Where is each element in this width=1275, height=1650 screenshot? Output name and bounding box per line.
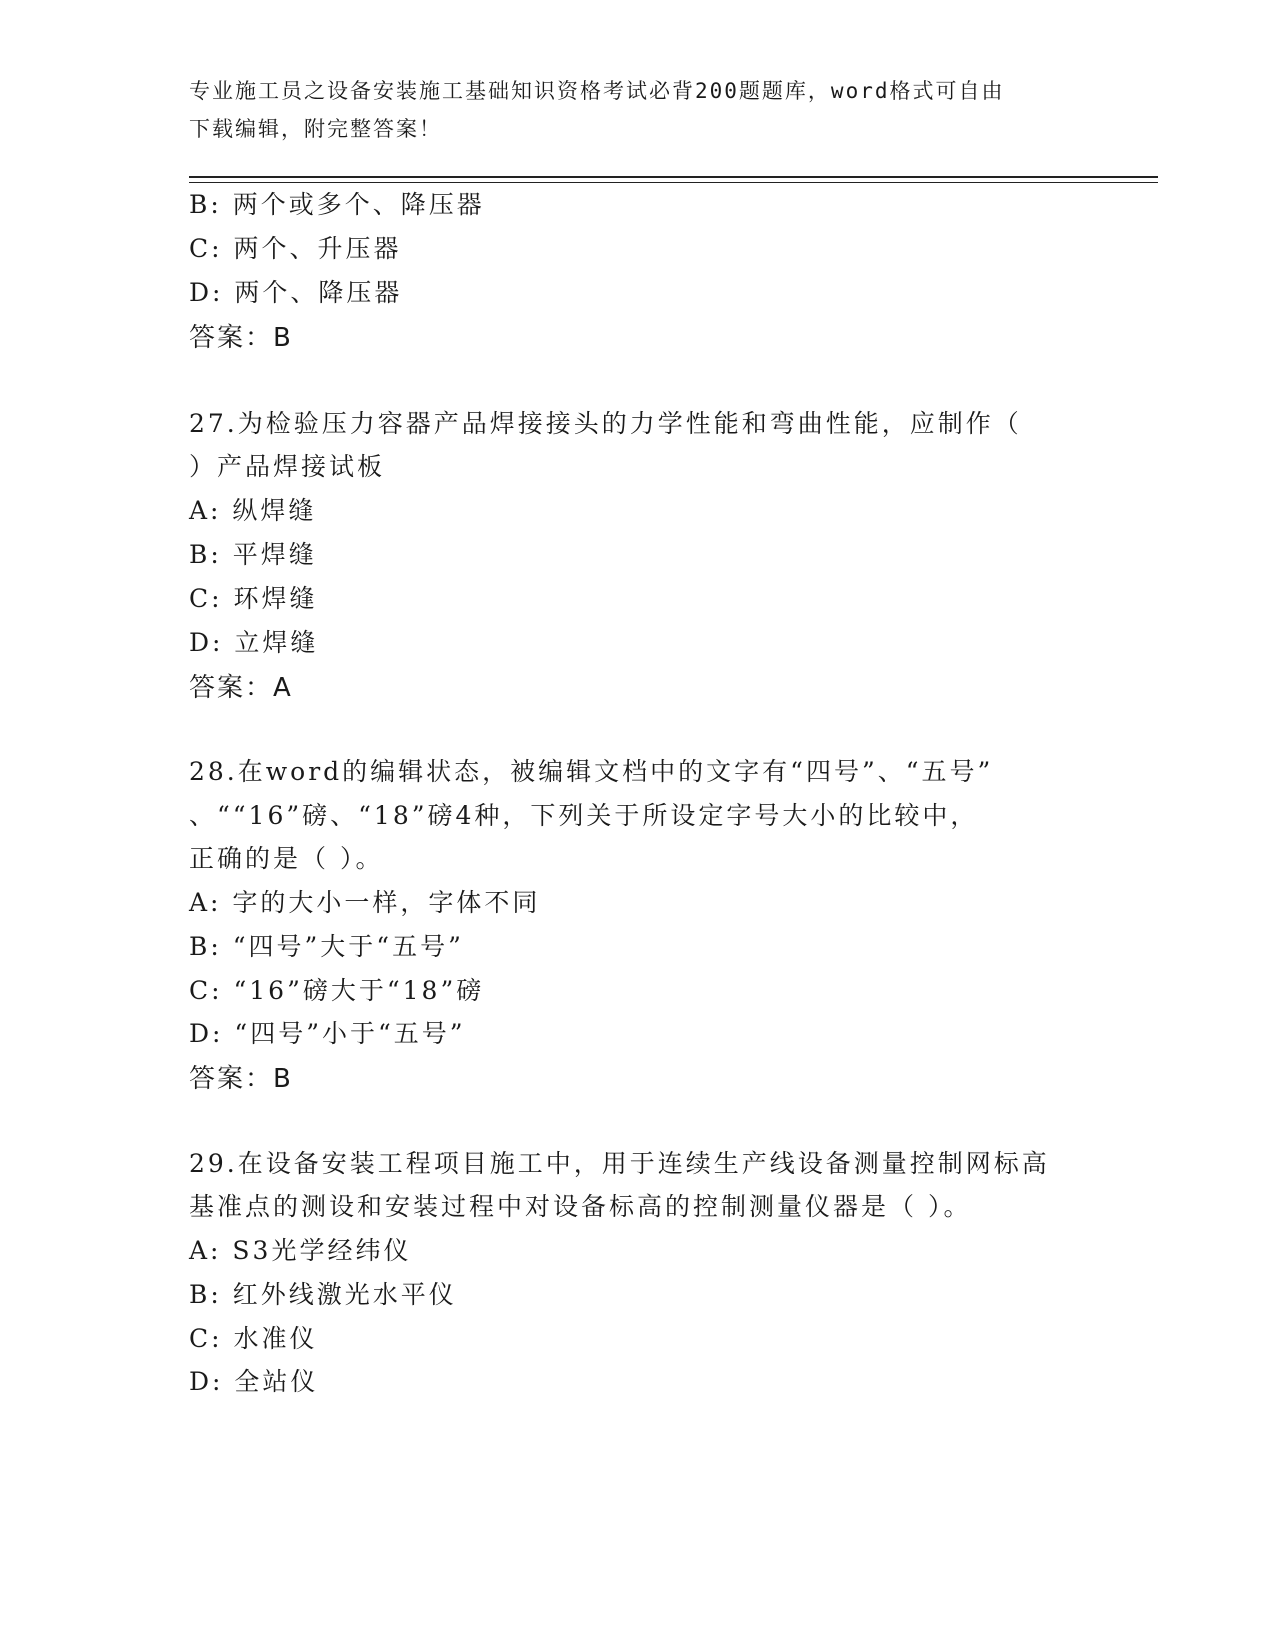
q27-option-b: B: 平焊缝 bbox=[189, 540, 317, 569]
q28-option-c: C: “16”磅大于“18”磅 bbox=[189, 976, 485, 1005]
q28-option-b: B: “四号”大于“五号” bbox=[189, 932, 464, 961]
q28-stem-line-3: 正确的是（ ）。 bbox=[189, 844, 384, 873]
q27-answer: 答案：A bbox=[189, 673, 293, 703]
q29-option-c: C: 水准仪 bbox=[189, 1324, 318, 1353]
q27-stem-line-2: ）产品焊接试板 bbox=[189, 452, 386, 481]
q29-stem-line-1: 29.在设备安装工程项目施工中，用于连续生产线设备测量控制网标高 bbox=[189, 1149, 1050, 1178]
q26-option-b: B: 两个或多个、降压器 bbox=[189, 190, 485, 219]
header-line-1: 专业施工员之设备安装施工基础知识资格考试必背200题题库，word格式可自由 bbox=[189, 79, 1005, 103]
header-divider-thick bbox=[189, 176, 1158, 178]
header-divider-thin bbox=[189, 182, 1158, 183]
q28-answer: 答案：B bbox=[189, 1064, 293, 1094]
q27-option-c: C: 环焊缝 bbox=[189, 584, 318, 613]
q28-option-d: D: “四号”小于“五号” bbox=[189, 1019, 466, 1048]
q29-option-a: A: S3光学经纬仪 bbox=[189, 1236, 412, 1265]
document-header bbox=[189, 72, 1069, 148]
q29-option-d: D: 全站仪 bbox=[189, 1367, 319, 1396]
q29-stem-line-2: 基准点的测设和安装过程中对设备标高的控制测量仪器是（ ）。 bbox=[189, 1192, 972, 1221]
q27-option-d: D: 立焊缝 bbox=[189, 628, 319, 657]
q26-answer: 答案：B bbox=[189, 323, 293, 353]
q28-stem-line-2: 、““16”磅、“18”磅4种，下列关于所设定字号大小的比较中， bbox=[189, 801, 979, 830]
q28-option-a: A: 字的大小一样，字体不同 bbox=[189, 888, 541, 917]
q29-option-b: B: 红外线激光水平仪 bbox=[189, 1280, 457, 1309]
q28-stem-line-1: 28.在word的编辑状态，被编辑文档中的文字有“四号”、“五号” bbox=[189, 757, 994, 786]
q27-option-a: A: 纵焊缝 bbox=[189, 496, 317, 525]
q26-option-d: D: 两个、降压器 bbox=[189, 278, 403, 307]
q26-option-c: C: 两个、升压器 bbox=[189, 234, 402, 263]
header-line-2: 下载编辑，附完整答案！ bbox=[189, 117, 442, 141]
q27-stem-line-1: 27.为检验压力容器产品焊接接头的力学性能和弯曲性能，应制作（ bbox=[189, 409, 1022, 438]
